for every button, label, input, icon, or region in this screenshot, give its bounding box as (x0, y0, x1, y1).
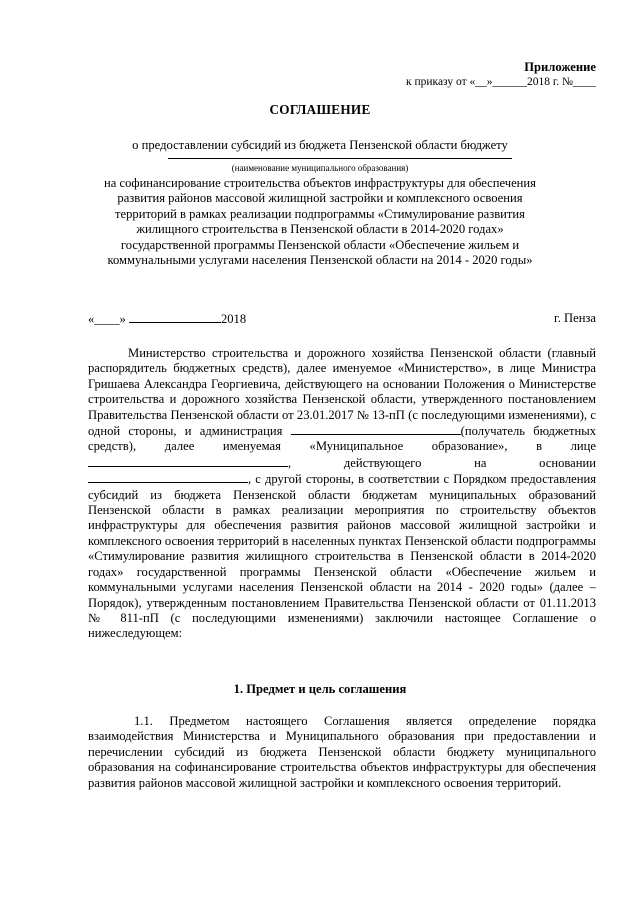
agreement-subtitle-rest: на софинансирование строительства объектов инфраструктуры для обеспечения развития районов массовой жилищной застройки и комплексного освоения территорий в рамках реализации подпрограммы «Стимулирование развития жилищного строительства в Пензенской области в 2014-2020 годах» государственной программы Пензенской области «Обеспечение жильем и коммунальными услугами населения Пензенской области на 2014 - 2020 годы» (104, 176, 536, 268)
preamble-paragraph (88, 346, 596, 642)
date-day-blank: «____» (88, 312, 126, 326)
preamble-part1: Министерство строительства и дорожного хозяйства Пензенской области (главный распорядитель бюджетных средств), далее именуемое «Министерство», в лице Министра Гришаева Александра Георгиевича, действующего на основании Положения о Министерстве строительства и дорожного хозяйства Пензенской области, утвержденного постановлением Правительства Пензенской области от 23.01.2017 № 13-пП (с последующими изменениями), с одной стороны, и администрация (88, 346, 596, 439)
section-1-title: 1. Предмет и цель соглашения (233, 682, 407, 696)
date-month-blank (129, 311, 221, 323)
preamble-part4: , с другой стороны, в соответствии с Порядком предоставления субсидий из бюджета Пензенской области бюджетам муниципальных образований Пензенской области в рамках реализации мероприятия по строительству объектов инфраструктуры для обеспечения развития районов массовой жилищной застройки и комплексного освоения территорий в населенных пунктах Пензенской области подпрограммы «Стимулирование развития жилищного строительства в Пензенской области в 2014-2020 годах» государственной программы Пензенской области «Обеспечение жильем и коммунальными услугами населения Пензенской области на 2014 - 2020 годы» (далее – Порядок), утвержденным постановлением Правительства Пензенской области от 01.11.2013 № 811-пП (с последующими изменениями) заключили настоящее Соглашение о нижеследующем: (88, 472, 596, 641)
municipality-blank-caption: (наименование муниципального образования) (231, 163, 409, 173)
agreement-date (88, 311, 246, 327)
preamble-part3: , действующего на основании (288, 455, 596, 470)
basis-blank (88, 471, 248, 483)
administration-blank (291, 423, 461, 435)
agreement-subtitle-line1: о предоставлении субсидий из бюджета Пензенской области бюджету (132, 138, 508, 152)
appendix-subtitle: к приказу от «__»______2018 г. №____ (406, 76, 596, 88)
date-year: 2018 (220, 312, 247, 326)
municipality-blank-line (168, 158, 512, 159)
representative-blank (88, 455, 288, 467)
appendix-header (406, 60, 596, 90)
city: г. Пенза (553, 311, 596, 325)
agreement-title: СОГЛАШЕНИЕ (269, 102, 371, 117)
section-1-paragraph-1: 1.1. Предметом настоящего Соглашения является определение порядка взаимодействия Министерства и Муниципального образования при предоставлении и перечислении субсидий из бюджета Пензенской области бюджету муниципального образования на софинансирование строительства объектов инфраструктуры для обеспечения развития районов массовой жилищной застройки и комплексного освоения территорий. (88, 714, 596, 790)
preamble-part2: (получатель бюджетных средств), далее именуемая «Муниципальное образование», в лице (88, 424, 596, 454)
appendix-title: Приложение (524, 60, 596, 74)
